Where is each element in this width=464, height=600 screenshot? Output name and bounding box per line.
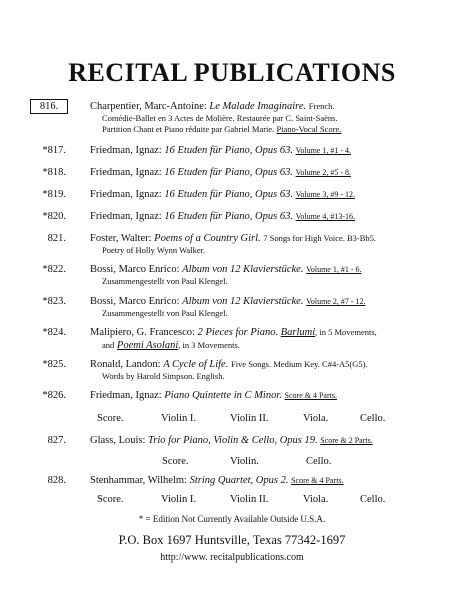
work-title: A Cycle of Life. <box>163 359 229 370</box>
work-title: 16 Etuden für Piano, Opus 63. <box>164 167 293 178</box>
work-title: 16 Etuden für Piano, Opus 63. <box>164 189 293 200</box>
composer: Friedman, Ignaz: <box>90 211 162 222</box>
entry-number: *819. <box>42 189 66 200</box>
part-cello[interactable]: Cello. <box>306 456 332 467</box>
work-title: Poems of a Country Girl. <box>154 233 261 244</box>
part-score[interactable]: Score. <box>162 456 189 467</box>
entry-number: 827. <box>47 435 66 446</box>
work-title: 16 Etuden für Piano, Opus 63. <box>164 211 293 222</box>
work-title: Le Malade Imaginaire. <box>209 101 307 112</box>
parts-link[interactable]: Score & 2 Parts. <box>320 436 373 445</box>
work-description: Words by Harold Simpson. English. <box>102 371 225 381</box>
publisher-header: RECITAL PUBLICATIONS <box>68 58 396 87</box>
volume-link[interactable]: Volume 3, #9 - 12. <box>295 190 356 199</box>
composer: Ronald, Landon: <box>90 359 161 370</box>
work-title: 2 Pieces for Piano. <box>197 327 279 338</box>
part-cello[interactable]: Cello. <box>360 494 386 505</box>
work-note: Five Songs. Medium Key. C#4-A5(G5). <box>230 359 368 369</box>
entry-number: *823. <box>42 296 66 307</box>
work-description: and <box>102 340 115 350</box>
work-description: Comédie-Ballet en 3 Actes de Molière. Restaurée par C. Saint-Saëns. <box>102 113 338 123</box>
entry-number: *825. <box>42 359 66 370</box>
composer: Bossi, Marco Enrico: <box>90 264 180 275</box>
part-violin-2[interactable]: Violin II. <box>230 494 269 505</box>
entry-number: *817. <box>42 145 66 156</box>
composer: Stenhammar, Wilhelm: <box>90 475 187 486</box>
work-description: Poetry of Holly Wynn Walker. <box>102 245 206 255</box>
part-viola[interactable]: Viola. <box>303 413 329 424</box>
composer: Glass, Louis: <box>90 435 146 446</box>
part-violin-1[interactable]: Violin I. <box>161 494 196 505</box>
volume-link[interactable]: Volume 2, #5 - 8. <box>295 168 352 177</box>
work-description-2: , in 3 Movements. <box>178 340 240 350</box>
entry-number: 816. <box>30 99 68 114</box>
work-note: 7 Songs for High Voice. B3-Bb5. <box>263 233 377 243</box>
part-cello[interactable]: Cello. <box>360 413 386 424</box>
volume-link[interactable]: Volume 1, #1 - 6. <box>306 265 362 274</box>
work-note: French. <box>308 101 335 111</box>
availability-footnote: * = Edition Not Currently Available Outside U.S.A. <box>138 514 326 524</box>
work-description-2: Partition Chant et Piano réduite par Gabriel Marie. <box>102 124 275 134</box>
entry-number: 828. <box>47 475 66 486</box>
entry-number: *822. <box>42 264 66 275</box>
entry-number: *818. <box>42 167 66 178</box>
entry-number: 821. <box>47 233 66 244</box>
work-title: 16 Etuden für Piano, Opus 63. <box>164 145 293 156</box>
part-score[interactable]: Score. <box>97 494 124 505</box>
volume-link[interactable]: Volume 2, #7 - 12. <box>306 297 366 306</box>
entry-number: *824. <box>42 327 66 338</box>
entry-number: *820. <box>42 211 66 222</box>
part-viola[interactable]: Viola. <box>303 494 329 505</box>
work-subtitle-2: Poemi Asolani <box>116 340 179 351</box>
part-violin-1[interactable]: Violin I. <box>161 413 196 424</box>
part-score[interactable]: Score. <box>97 413 124 424</box>
composer: Friedman, Ignaz: <box>90 189 162 200</box>
work-description: Zusammengestellt von Paul Klengel. <box>102 308 228 318</box>
work-title: Piano Quintette in C Minor. <box>164 390 282 401</box>
work-note: , in 5 Movements, <box>315 327 377 337</box>
part-violin[interactable]: Violin. <box>230 456 259 467</box>
website-link[interactable]: http://www. recitalpublications.com <box>160 552 304 563</box>
composer: Foster, Walter: <box>90 233 152 244</box>
work-title: Trio for Piano, Violin & Cello, Opus 19. <box>148 435 318 446</box>
composer: Friedman, Ignaz: <box>90 145 162 156</box>
composer: Friedman, Ignaz: <box>90 167 162 178</box>
mailing-address: P.O. Box 1697 Huntsville, Texas 77342-1697 <box>118 533 346 547</box>
composer: Friedman, Ignaz: <box>90 390 162 401</box>
edition-type: Piano-Vocal Score. <box>276 124 342 134</box>
work-title: Album von 12 Klavierstücke. <box>182 296 304 307</box>
part-violin-2[interactable]: Violin II. <box>230 413 269 424</box>
entry-number: *826. <box>42 390 66 401</box>
work-title: Album von 12 Klavierstücke. <box>182 264 304 275</box>
parts-link[interactable]: Score & 4 Parts. <box>291 476 344 485</box>
work-title: String Quartet, Opus 2. <box>189 475 289 486</box>
composer: Charpentier, Marc-Antoine: <box>90 101 207 112</box>
work-description: Zusammengestellt von Paul Klengel. <box>102 276 228 286</box>
composer: Malipiero, G. Francesco: <box>90 327 195 338</box>
parts-link[interactable]: Score & 4 Parts. <box>284 391 337 400</box>
volume-link[interactable]: Volume 1, #1 - 4. <box>295 146 352 155</box>
volume-link[interactable]: Volume 4, #13-16. <box>295 212 356 221</box>
composer: Bossi, Marco Enrico: <box>90 296 180 307</box>
work-subtitle: Barlumi <box>280 327 316 338</box>
